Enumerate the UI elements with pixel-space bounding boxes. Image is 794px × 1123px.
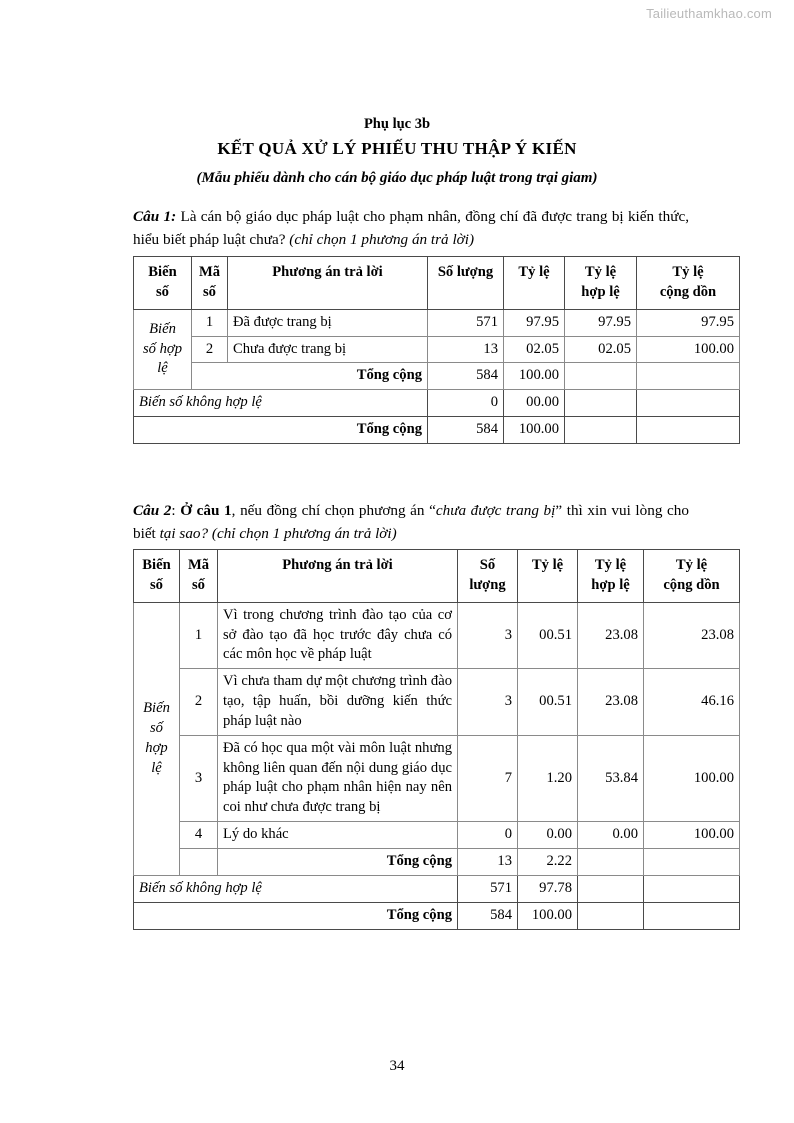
question-2-note: (chỉ chọn 1 phương án trả lời) xyxy=(211,524,397,542)
cell-so-luong: 3 xyxy=(458,602,518,669)
subtotal-ty-le: 2.22 xyxy=(518,848,578,875)
question-2-label: Câu 2 xyxy=(133,502,172,519)
table-subtotal-row xyxy=(134,363,740,390)
appendix-label: Phụ lục 3b xyxy=(363,116,431,132)
grand-total-ty-le: 100.00 xyxy=(504,417,565,444)
subtotal-label: Tổng cộng xyxy=(192,363,428,390)
table-row xyxy=(134,602,740,669)
cell-ty-le-cong-don: 97.95 xyxy=(637,309,740,336)
cell-ty-le: 1.20 xyxy=(518,735,578,821)
question-1-text xyxy=(133,206,689,252)
cell-ty-le-hop-le: 23.08 xyxy=(578,669,644,736)
table-row xyxy=(134,336,740,363)
cell-answer: Đã được trang bị xyxy=(228,309,428,336)
cell-ty-le: 97.95 xyxy=(504,309,565,336)
cell-ma-so: 2 xyxy=(192,336,228,363)
header-bien-so: Biến số xyxy=(134,257,192,310)
cell-ty-le-hop-le: 97.95 xyxy=(565,309,637,336)
subtotal-ty-le-cong-don xyxy=(644,848,740,875)
cell-ma-so: 2 xyxy=(180,669,218,736)
cell-so-luong: 0 xyxy=(458,822,518,849)
header-bien-so: Biến số xyxy=(134,550,180,603)
page-subtitle: (Mẫu phiếu dành cho cán bộ giáo dục pháp luật trong trại giam) xyxy=(196,169,598,186)
invalid-so-luong: 571 xyxy=(458,875,518,902)
invalid-ty-le-cong-don xyxy=(637,390,740,417)
subtotal-so-luong: 584 xyxy=(428,363,504,390)
table-header-row xyxy=(134,550,740,603)
grand-total-ty-le-cong-don xyxy=(637,417,740,444)
subtotal-ty-le: 100.00 xyxy=(504,363,565,390)
table-grand-total-row xyxy=(134,417,740,444)
table-row xyxy=(134,669,740,736)
invalid-ty-le: 00.00 xyxy=(504,390,565,417)
invalid-ty-le: 97.78 xyxy=(518,875,578,902)
question-2-text xyxy=(133,500,689,546)
header-ma-so: Mã số xyxy=(180,550,218,603)
question-1-label: Câu 1: xyxy=(133,208,177,225)
header-ma-so: Mã số xyxy=(192,257,228,310)
header-so-luong: Số lượng xyxy=(428,257,504,310)
cell-ty-le-cong-don: 100.00 xyxy=(637,336,740,363)
cell-ty-le-hop-le: 0.00 xyxy=(578,822,644,849)
cell-answer: Chưa được trang bị xyxy=(228,336,428,363)
header-phuong-an: Phương án trả lời xyxy=(228,257,428,310)
cell-so-luong: 13 xyxy=(428,336,504,363)
cell-ty-le-cong-don: 23.08 xyxy=(644,602,740,669)
invalid-so-luong: 0 xyxy=(428,390,504,417)
cell-answer: Đã có học qua một vài môn luật nhưng không liên quan đến nội dung giáo dục pháp luật cho phạm nhân hiện nay nên coi như chưa được trang bị xyxy=(218,735,458,821)
invalid-label: Biến số không hợp lệ xyxy=(134,390,428,417)
cell-ty-le-cong-don: 100.00 xyxy=(644,735,740,821)
table-invalid-row xyxy=(134,875,740,902)
cell-so-luong: 571 xyxy=(428,309,504,336)
cell-ty-le-hop-le: 53.84 xyxy=(578,735,644,821)
table-row xyxy=(134,822,740,849)
cell-ty-le: 00.51 xyxy=(518,669,578,736)
page-title: KẾT QUẢ XỬ LÝ PHIẾU THU THẬP Ý KIẾN xyxy=(217,138,577,158)
subtotal-ma-so xyxy=(180,848,218,875)
grand-total-ty-le: 100.00 xyxy=(518,902,578,929)
grand-total-label: Tổng cộng xyxy=(134,417,428,444)
question-2-quote: chưa được trang bị xyxy=(435,502,556,519)
grand-total-ty-le-hop-le xyxy=(578,902,644,929)
cell-ty-le-cong-don: 46.16 xyxy=(644,669,740,736)
header-ty-le-hop-le: Tỷ lệ hợp lệ xyxy=(578,550,644,603)
cell-ty-le-hop-le: 23.08 xyxy=(578,602,644,669)
question-2-emphasis: tại sao? xyxy=(159,524,209,542)
watermark: Tailieuthamkhao.com xyxy=(646,6,772,21)
subtotal-so-luong: 13 xyxy=(458,848,518,875)
question-2-ref: Ở câu 1 xyxy=(180,502,232,519)
subtotal-ty-le-cong-don xyxy=(637,363,740,390)
group-label-valid: Biến số hợp lệ xyxy=(134,602,180,875)
cell-so-luong: 3 xyxy=(458,669,518,736)
question-1-note: (chỉ chọn 1 phương án trả lời) xyxy=(289,230,475,248)
question-1-body: Là cán bộ giáo dục pháp luật cho phạm nhân, đồng chí đã được trang bị kiến thức, hiểu biết pháp luật chưa? xyxy=(133,208,689,248)
question-2-body-b: , nếu đồng chí chọn phương án “ xyxy=(231,502,436,519)
grand-total-so-luong: 584 xyxy=(428,417,504,444)
cell-ty-le-cong-don: 100.00 xyxy=(644,822,740,849)
table-row xyxy=(134,309,740,336)
subtotal-ty-le-hop-le xyxy=(565,363,637,390)
grand-total-label: Tổng cộng xyxy=(134,902,458,929)
cell-ma-so: 1 xyxy=(192,309,228,336)
cell-answer: Vì chưa tham dự một chương trình đào tạo, tập huấn, bồi dưỡng kiến thức pháp luật nào xyxy=(218,669,458,736)
document-title-block xyxy=(0,114,794,189)
header-ty-le-cong-don: Tỷ lệ cộng dồn xyxy=(644,550,740,603)
header-ty-le-hop-le: Tỷ lệ hợp lệ xyxy=(565,257,637,310)
grand-total-ty-le-hop-le xyxy=(565,417,637,444)
subtotal-ty-le-hop-le xyxy=(578,848,644,875)
cell-ty-le-hop-le: 02.05 xyxy=(565,336,637,363)
question-2-body-c: ” thì xin vui lòng cho biết xyxy=(133,502,689,542)
table-row xyxy=(134,735,740,821)
table-grand-total-row xyxy=(134,902,740,929)
header-ty-le-cong-don: Tỷ lệ cộng dồn xyxy=(637,257,740,310)
cell-ma-so: 4 xyxy=(180,822,218,849)
cell-ma-so: 1 xyxy=(180,602,218,669)
grand-total-ty-le-cong-don xyxy=(644,902,740,929)
cell-ma-so: 3 xyxy=(180,735,218,821)
subtotal-label: Tổng cộng xyxy=(218,848,458,875)
results-table-question-2 xyxy=(133,549,740,930)
invalid-ty-le-hop-le xyxy=(565,390,637,417)
page-number: 34 xyxy=(389,1058,405,1074)
header-so-luong: Số lượng xyxy=(458,550,518,603)
table-header-row xyxy=(134,257,740,310)
cell-answer: Lý do khác xyxy=(218,822,458,849)
group-label-valid: Biến số hợp lệ xyxy=(134,309,192,390)
results-table-question-1 xyxy=(133,256,740,444)
table-subtotal-row xyxy=(134,848,740,875)
header-ty-le: Tỷ lệ xyxy=(518,550,578,603)
header-ty-le: Tỷ lệ xyxy=(504,257,565,310)
table-invalid-row xyxy=(134,390,740,417)
invalid-ty-le-cong-don xyxy=(644,875,740,902)
cell-so-luong: 7 xyxy=(458,735,518,821)
cell-ty-le: 0.00 xyxy=(518,822,578,849)
invalid-ty-le-hop-le xyxy=(578,875,644,902)
invalid-label: Biến số không hợp lệ xyxy=(134,875,458,902)
cell-answer: Vì trong chương trình đào tạo của cơ sở đào tạo đã học trước đây chưa có các môn học về pháp luật xyxy=(218,602,458,669)
header-phuong-an: Phương án trả lời xyxy=(218,550,458,603)
cell-ty-le: 02.05 xyxy=(504,336,565,363)
grand-total-so-luong: 584 xyxy=(458,902,518,929)
cell-ty-le: 00.51 xyxy=(518,602,578,669)
question-2-body-a: : xyxy=(171,502,181,519)
